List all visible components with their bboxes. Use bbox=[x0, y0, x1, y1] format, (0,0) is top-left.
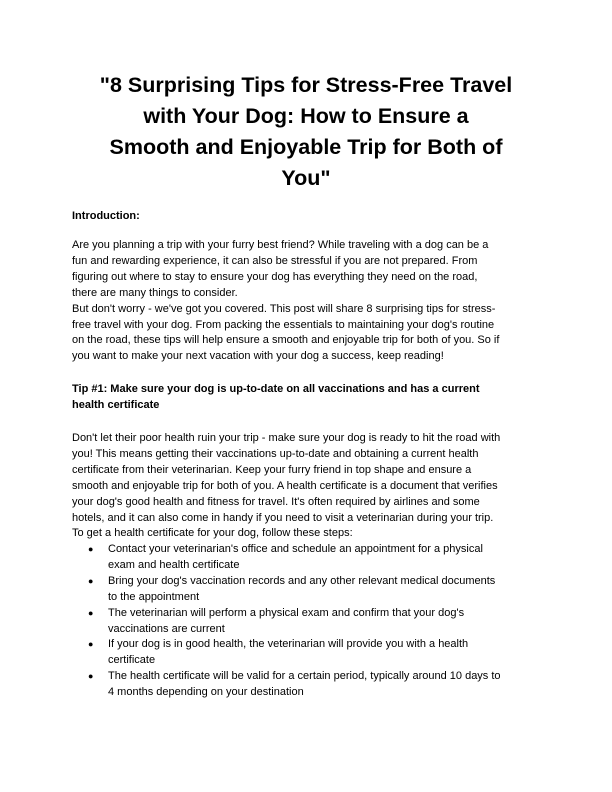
heading-line: Tip #1: Make sure your dog is up-to-date on all vaccinations and has a current bbox=[72, 383, 480, 395]
list-item bbox=[72, 606, 542, 638]
list-item bbox=[72, 669, 542, 701]
title-line: with Your Dog: How to Ensure a bbox=[143, 104, 469, 128]
introduction-paragraph-1 bbox=[72, 238, 542, 302]
text-line: hotels, and it can also come in handy if you need to visit a veterinarian during your trip. bbox=[72, 511, 494, 524]
text-line: you want to make your next vacation with your dog a success, keep reading! bbox=[72, 350, 444, 363]
list-item-text: Bring your dog's vaccination records and any other relevant medical documents bbox=[108, 574, 496, 587]
list-item-text: exam and health certificate bbox=[108, 558, 240, 571]
text-line: smooth and enjoyable trip for both of you. A health certificate is a document that verifies bbox=[72, 479, 498, 492]
bullet-icon: ● bbox=[88, 544, 94, 554]
text-line: free travel with your dog. From packing the essentials to maintaining your dog's routine bbox=[72, 318, 495, 331]
heading-line: health certificate bbox=[72, 398, 160, 411]
list-item bbox=[72, 637, 542, 669]
text-line: But don't worry - we've got you covered. This post will share 8 surprising tips for stress- bbox=[72, 302, 496, 315]
bullet-icon: ● bbox=[88, 671, 94, 682]
list-item bbox=[72, 574, 542, 606]
bullet-icon: ● bbox=[88, 575, 94, 586]
title-line: You" bbox=[281, 166, 331, 190]
list-item bbox=[72, 542, 542, 574]
bullet-icon: ● bbox=[88, 639, 94, 650]
text-line: on the road, these tips will help ensure a smooth and enjoyable trip for both of you. So if bbox=[72, 334, 500, 347]
text-line: fun and rewarding experience, it can also be stressful if you are not prepared. From bbox=[72, 254, 478, 267]
list-item-text: vaccinations are current bbox=[108, 622, 225, 635]
tip-1-body bbox=[72, 431, 542, 542]
list-item-text: If your dog is in good health, the veterinarian will provide you with a health bbox=[108, 638, 469, 651]
list-item-text: The veterinarian will perform a physical exam and confirm that your dog's bbox=[108, 606, 465, 619]
text-line: you! This means getting their vaccinations up-to-date and obtaining a current health bbox=[72, 447, 479, 460]
introduction-paragraph-2 bbox=[72, 302, 542, 366]
list-item-text: Contact your veterinarian's office and schedule an appointment for a physical bbox=[108, 543, 483, 555]
title-line: "8 Surprising Tips for Stress-Free Travel bbox=[99, 73, 513, 97]
introduction-heading: Introduction: bbox=[72, 210, 140, 222]
list-item-text: 4 months depending on your destination bbox=[108, 686, 304, 699]
title-line: Smooth and Enjoyable Trip for Both of bbox=[109, 135, 503, 159]
text-line: Are you planning a trip with your furry best friend? While traveling with a dog can be a bbox=[72, 239, 489, 251]
text-line: your dog's good health and fitness for travel. It's often required by airlines and some bbox=[72, 495, 480, 508]
bullet-icon: ● bbox=[88, 607, 94, 618]
text-line: certificate from their veterinarian. Keep your furry friend in top shape and ensure a bbox=[72, 463, 472, 476]
text-line: To get a health certificate for your dog, follow these steps: bbox=[72, 527, 353, 540]
list-item-text: certificate bbox=[108, 654, 156, 667]
text-line: figuring out where to stay to ensure your dog has everything they need on the road, bbox=[72, 270, 478, 283]
text-line: there are many things to consider. bbox=[72, 286, 238, 299]
document-title bbox=[72, 70, 540, 194]
text-line: Don't let their poor health ruin your trip - make sure your dog is ready to hit the road with bbox=[72, 432, 501, 444]
health-certificate-steps-list bbox=[72, 542, 542, 701]
tip-1-heading bbox=[72, 382, 542, 414]
list-item-text: to the appointment bbox=[108, 590, 200, 603]
list-item-text: The health certificate will be valid for a certain period, typically around 10 days to bbox=[108, 670, 501, 683]
